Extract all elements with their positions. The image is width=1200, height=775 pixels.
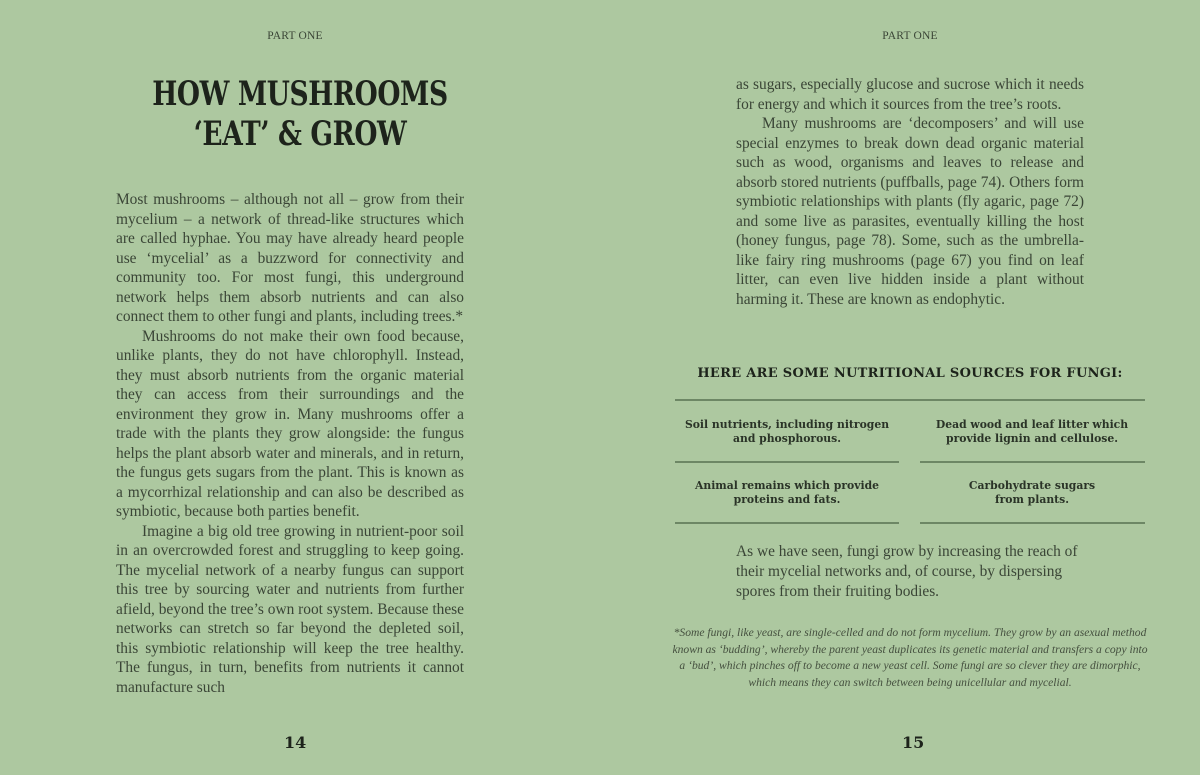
running-head-right: PART ONE [882, 30, 938, 42]
left-body-text [116, 190, 464, 697]
source-text: proteins and fats. [733, 493, 841, 506]
page-number-left: 14 [284, 733, 307, 752]
paragraph: Many mushrooms are ‘decomposers’ and will use special enzymes to break down dead organic material such as wood, organisms and leaves to release and absorb stored nutrients (puffballs, page 74). Others form symbiotic relationships with plants (fly agaric, page 72) and some live as parasites, eventually killing the host (honey fungus, page 78). Some, such as the umbrella-like fairy ring mushrooms (page 67) you find on leaf litter, can even live hidden inside a plant without harming it. These are known as endophytic. [736, 115, 1084, 308]
source-item-soil-nutrients [675, 418, 899, 446]
source-text: Dead wood and leaf litter which [935, 418, 1129, 431]
divider-rule [920, 522, 1145, 524]
source-item-carbohydrate-sugars [920, 479, 1144, 507]
chapter-title-line-1: HOW MUSHROOMS [152, 74, 448, 114]
chapter-title [136, 74, 464, 154]
right-body-text [736, 75, 1084, 309]
paragraph: as sugars, especially glucose and sucrose which it needs for energy and which it sources from the tree’s roots. [736, 76, 1084, 113]
source-text: and phosphorous. [732, 432, 841, 445]
source-text: provide lignin and cellulose. [946, 432, 1118, 445]
running-head-left: PART ONE [267, 30, 323, 42]
source-item-animal-remains [675, 479, 899, 507]
closing-paragraph: As we have seen, fungi grow by increasing the reach of their mycelial networks and, of course, by dispersing spores from their fruiting bodies. [736, 543, 1078, 600]
source-item-dead-wood [920, 418, 1144, 446]
chapter-title-line-2: ‘EAT’ & GROW [193, 114, 407, 154]
page-number-right: 15 [902, 733, 925, 752]
source-text: from plants. [994, 493, 1070, 506]
sources-heading: HERE ARE SOME NUTRITIONAL SOURCES FOR FUNGI: [697, 366, 1123, 381]
divider-rule [675, 461, 899, 463]
paragraph: Mushrooms do not make their own food because, unlike plants, they do not have chlorophyll. Instead, they must absorb nutrients from the organic material they can access from their surroundings and the environment they grow in. Many mushrooms offer a trade with the plants they grow alongside: the fungus helps the plant absorb water and minerals, and in return, the fungus gets sugars from the plant. This is known as a mycorrhizal relationship and can also be described as symbiotic, because both parties benefit. [116, 327, 464, 520]
source-text: Animal remains which provide [694, 479, 880, 492]
divider-rule [920, 461, 1145, 463]
paragraph: Most mushrooms – although not all – grow from their mycelium – a network of thread-like structures which are called hyphae. You may have already heard people use ‘mycelial’ as a buzzword for connectivity and community too. For most fungi, this underground network helps them absorb nutrients and can also connect them to other fungi and plants, including trees.* [116, 191, 464, 325]
source-text: Soil nutrients, including nitrogen [684, 418, 890, 431]
divider-rule [675, 522, 899, 524]
divider-rule [675, 399, 1145, 401]
paragraph: Imagine a big old tree growing in nutrient-poor soil in an overcrowded forest and struggling to keep going. The mycelial network of a nearby fungus can support this tree by sourcing water and nutrients from further afield, beyond the tree’s own root system. Because these networks can stretch so far beyond the depleted soil, this symbiotic relationship will keep the tree healthy. The fungus, in turn, benefits from nutrients it cannot manufacture such [116, 522, 464, 696]
source-text: Carbohydrate sugars [968, 479, 1096, 492]
footnote: *Some fungi, like yeast, are single-celled and do not form mycelium. They grow by an asexual method known as ‘budding’, whereby the parent yeast duplicates its genetic material and transfers a copy into a ‘bud’, which pinches off to become a new yeast cell. Some fungi are so clever they are dimorphic, which means they can switch between being unicellular and mycelial. [672, 626, 1148, 689]
